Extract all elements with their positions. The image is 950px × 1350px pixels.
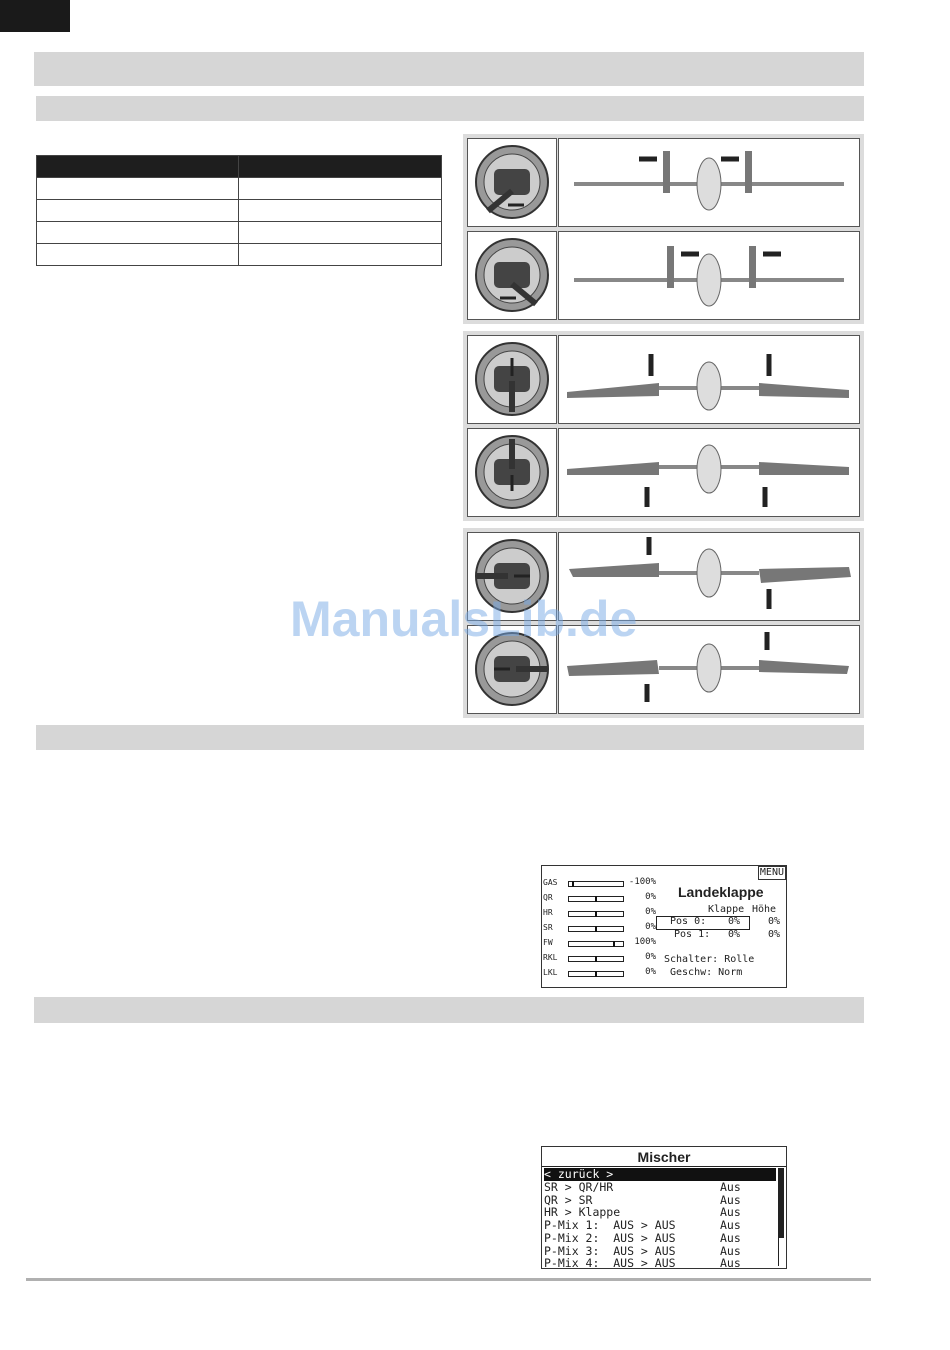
channel-bar [568,941,624,947]
stick-up-cell [467,428,557,517]
mixer-lcd-screen [541,1146,787,1269]
subsection-header-bar [36,96,864,121]
channel-name: RKL [543,953,558,962]
table-row [37,178,442,200]
mixer-item-label: P-Mix 4: AUS > AUS [544,1256,676,1269]
stick-right-icon [468,232,556,319]
channel-bar [568,911,624,917]
mixer-item-label: QR > SR [544,1192,593,1207]
back-button[interactable]: < zurück > [544,1168,776,1181]
channel-bar [568,956,624,962]
channel-name: QR [543,893,553,902]
channel-bar-marker [595,911,597,917]
pos0-label: Pos 0: [670,916,707,927]
col-flap-label: Klappe [708,904,745,915]
channel-bar-marker [595,956,597,962]
watermark: ManualsLib.de [290,591,638,647]
pos1-label: Pos 1: [674,929,711,940]
airplane-rudder-right-icon [559,232,859,319]
channel-bar-marker [613,941,615,947]
channel-value: 0% [645,922,656,932]
mixer-item-value: Aus [720,1205,741,1220]
channel-bar [568,971,624,977]
data-table [36,155,442,266]
table-row [37,200,442,222]
channel-value: 100% [634,937,656,947]
mixer-item-label: P-Mix 3: AUS > AUS [544,1243,676,1258]
table-header-cell [37,156,239,178]
airplane-elevator-up-icon [559,336,859,423]
switch-setting: Schalter: Rolle [664,954,755,965]
stick-down-icon [468,336,556,423]
channel-bar-marker [595,971,597,977]
mixer-item-label: SR > QR/HR [544,1180,614,1194]
table-row [37,222,442,244]
channel-bar [568,881,624,887]
elevator-down-plane-cell [558,428,860,517]
mixer-item-value: Aus [720,1243,741,1258]
channel-name: HR [543,908,553,917]
speed-setting: Geschw: Norm [670,967,743,978]
mixer-list-item[interactable] [544,1257,776,1269]
flap-screen-title: Landeklappe [678,884,764,900]
rudder-left-plane-cell [558,138,860,227]
channel-value: -100% [628,877,656,887]
stick-left-icon [468,139,556,226]
mixer-item-label: HR > Klappe [544,1205,621,1220]
col-elev-label: Höhe [752,904,777,915]
stick-down-cell [467,335,557,424]
mixer-item-label: P-Mix 1: AUS > AUS [544,1218,676,1233]
channel-name: SR [543,923,553,932]
channel-bar-marker [572,881,574,887]
channel-bar-marker [595,926,597,932]
mixer-screen-title: Mischer [637,1149,691,1165]
channel-name: FW [543,938,553,947]
channel-value: 0% [645,907,656,917]
channel-bar [568,926,624,932]
channel-value: 0% [645,952,656,962]
stick-up-icon [468,429,556,516]
elevator-up-plane-cell [558,335,860,424]
airplane-rudder-left-icon [559,139,859,226]
menu-button[interactable]: MENÜ [759,867,784,878]
page-corner-tab [0,0,70,32]
mixer-item-value: Aus [720,1192,741,1207]
mixer-item-value: Aus [720,1218,741,1233]
airplane-elevator-down-icon [559,429,859,516]
channel-bar [568,896,624,902]
channel-name: GAS [543,878,558,887]
rudder-right-plane-cell [558,231,860,320]
mixer-item-label: P-Mix 2: AUS > AUS [544,1230,676,1245]
section-header-bar [34,52,864,86]
channel-name: LKL [543,968,558,977]
section-header-bar-3 [34,997,864,1023]
pos0-flap: 0% [728,916,741,927]
stick-left-cell [467,138,557,227]
mixer-item-value: Aus [720,1256,741,1269]
table-header-cell [239,156,442,178]
stick-right-cell [467,231,557,320]
channel-value: 0% [645,967,656,977]
pos1-elev: 0% [768,929,781,940]
flap-lcd-screen [541,865,787,988]
mixer-item-value: Aus [720,1180,741,1194]
channel-bar-marker [595,896,597,902]
footer-rule [26,1278,871,1281]
pos1-flap: 0% [728,929,741,940]
section-header-bar-2 [36,725,864,750]
table-row [37,244,442,266]
pos0-elev: 0% [768,916,781,927]
scrollbar-thumb[interactable] [778,1168,784,1238]
channel-value: 0% [645,892,656,902]
mixer-item-value: Aus [720,1230,741,1245]
